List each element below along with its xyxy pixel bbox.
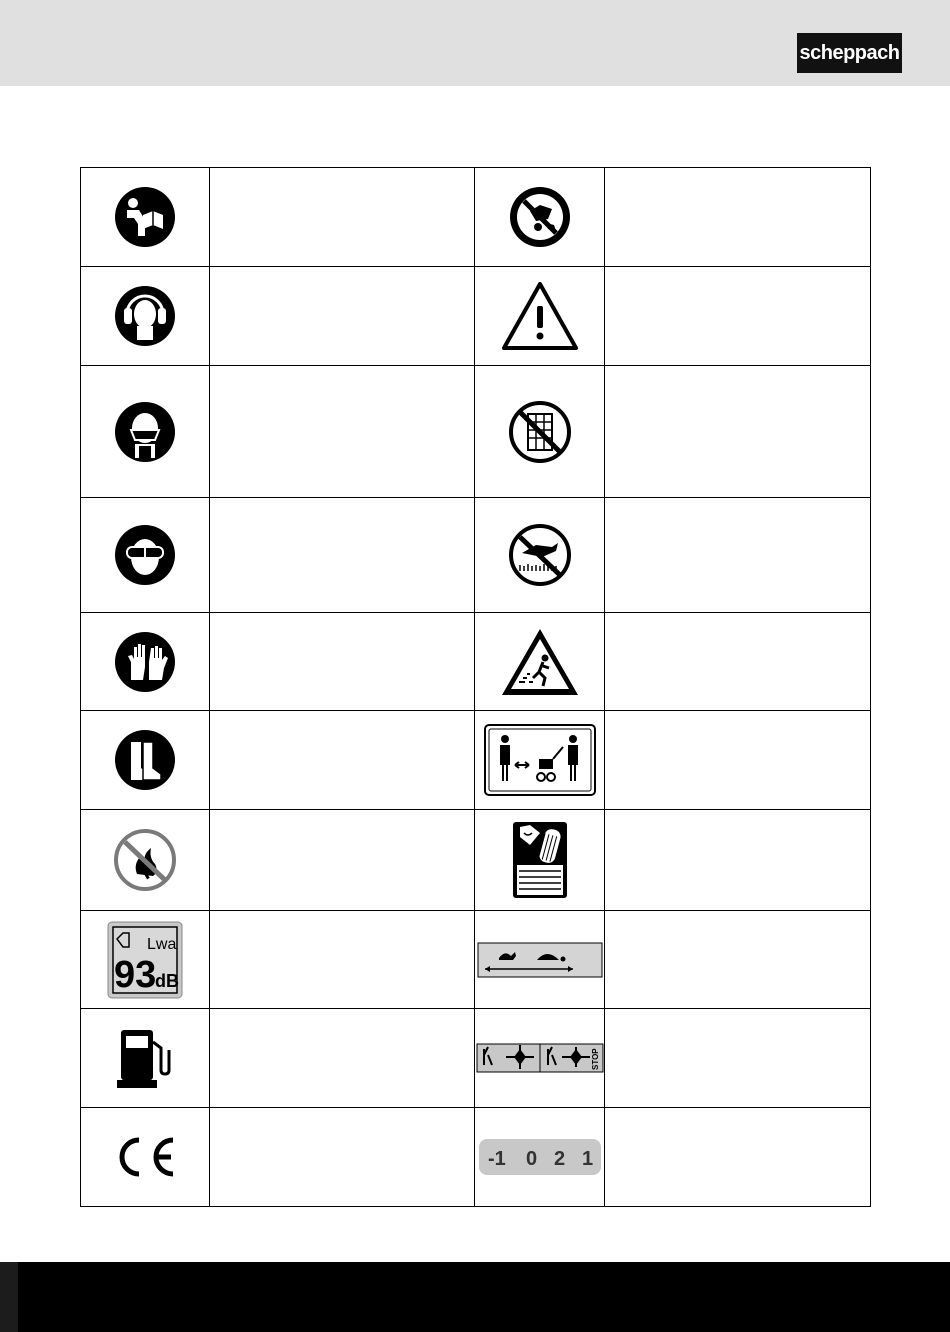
sound-level-value: 93 bbox=[114, 953, 157, 996]
footer-edge bbox=[0, 1262, 18, 1332]
height-scale-icon bbox=[478, 1138, 602, 1176]
scale-value: 1 bbox=[581, 1148, 593, 1170]
symbol-description bbox=[210, 168, 475, 267]
scale-value: -1 bbox=[487, 1148, 506, 1170]
sound-power-level-icon bbox=[107, 921, 183, 999]
ce-mark-icon bbox=[109, 1132, 181, 1182]
symbol-description bbox=[605, 366, 871, 498]
protective-gloves-icon bbox=[113, 630, 177, 694]
scale-value: 2 bbox=[553, 1148, 565, 1170]
symbol-description bbox=[210, 613, 475, 711]
cutting-height-icon bbox=[512, 821, 568, 899]
stop-label: STOP bbox=[590, 1048, 600, 1070]
symbol-description bbox=[605, 168, 871, 267]
scheppach-logo: scheppach bbox=[797, 33, 902, 73]
keep-bystanders-away-icon bbox=[483, 723, 597, 797]
symbol-row bbox=[81, 267, 871, 366]
symbol-cell-right bbox=[475, 498, 605, 613]
symbol-cell-right bbox=[475, 267, 605, 366]
symbol-cell-right bbox=[475, 168, 605, 267]
symbol-description bbox=[210, 1009, 475, 1108]
symbol-cell-right bbox=[475, 711, 605, 810]
ear-protection-icon bbox=[113, 284, 177, 348]
symbol-description bbox=[210, 267, 475, 366]
symbol-description bbox=[605, 1009, 871, 1108]
blade-brake-stop-icon bbox=[476, 1043, 604, 1073]
eye-protection-icon bbox=[113, 523, 177, 587]
warning-triangle-icon bbox=[500, 280, 580, 352]
dust-mask-icon bbox=[113, 400, 177, 464]
symbol-row bbox=[81, 810, 871, 911]
footer-bar bbox=[0, 1262, 950, 1332]
symbol-row bbox=[81, 168, 871, 267]
fuel-pump-icon bbox=[113, 1026, 177, 1090]
symbol-cell-right bbox=[475, 911, 605, 1009]
no-hands-near-blade-icon bbox=[508, 185, 572, 249]
symbol-description bbox=[605, 498, 871, 613]
header-bar bbox=[0, 0, 950, 86]
symbol-row bbox=[81, 1009, 871, 1108]
symbol-row bbox=[81, 613, 871, 711]
sound-level-unit: dB bbox=[155, 970, 179, 991]
symbol-cell-left bbox=[81, 267, 210, 366]
scale-value: 0 bbox=[525, 1148, 537, 1170]
symbol-cell-left bbox=[81, 1009, 210, 1108]
no-hand-under-deck-icon bbox=[508, 523, 572, 587]
symbol-cell-left bbox=[81, 810, 210, 911]
symbol-cell-left bbox=[81, 711, 210, 810]
symbol-description bbox=[605, 1108, 871, 1207]
symbol-description bbox=[210, 711, 475, 810]
symbol-description bbox=[210, 498, 475, 613]
no-grid-icon bbox=[508, 400, 572, 464]
read-manual-icon bbox=[113, 185, 177, 249]
symbol-cell-right bbox=[475, 366, 605, 498]
symbol-cell-left bbox=[81, 1108, 210, 1207]
safety-boots-icon bbox=[113, 728, 177, 792]
symbol-cell-right bbox=[475, 1108, 605, 1207]
sound-level-label: Lwa bbox=[147, 935, 177, 953]
symbol-row bbox=[81, 1108, 871, 1207]
symbol-description bbox=[210, 810, 475, 911]
symbol-description bbox=[605, 711, 871, 810]
symbol-description bbox=[605, 810, 871, 911]
symbol-cell-left bbox=[81, 911, 210, 1009]
symbol-cell-right bbox=[475, 613, 605, 711]
symbol-description bbox=[210, 366, 475, 498]
symbol-cell-right bbox=[475, 810, 605, 911]
symbol-description bbox=[210, 1108, 475, 1207]
symbol-description bbox=[605, 613, 871, 711]
symbol-description bbox=[605, 267, 871, 366]
symbol-cell-left bbox=[81, 498, 210, 613]
symbol-cell-left bbox=[81, 366, 210, 498]
symbol-cell-right bbox=[475, 1009, 605, 1108]
no-fire-icon bbox=[113, 828, 177, 892]
symbol-table bbox=[80, 167, 871, 1207]
thrown-objects-warning-icon bbox=[499, 626, 581, 698]
symbol-description bbox=[210, 911, 475, 1009]
speed-rabbit-turtle-icon bbox=[477, 942, 603, 978]
symbol-description bbox=[605, 911, 871, 1009]
symbol-cell-left bbox=[81, 168, 210, 267]
symbol-row bbox=[81, 366, 871, 498]
symbol-row bbox=[81, 498, 871, 613]
symbol-cell-left bbox=[81, 613, 210, 711]
symbol-row bbox=[81, 711, 871, 810]
symbol-row bbox=[81, 911, 871, 1009]
